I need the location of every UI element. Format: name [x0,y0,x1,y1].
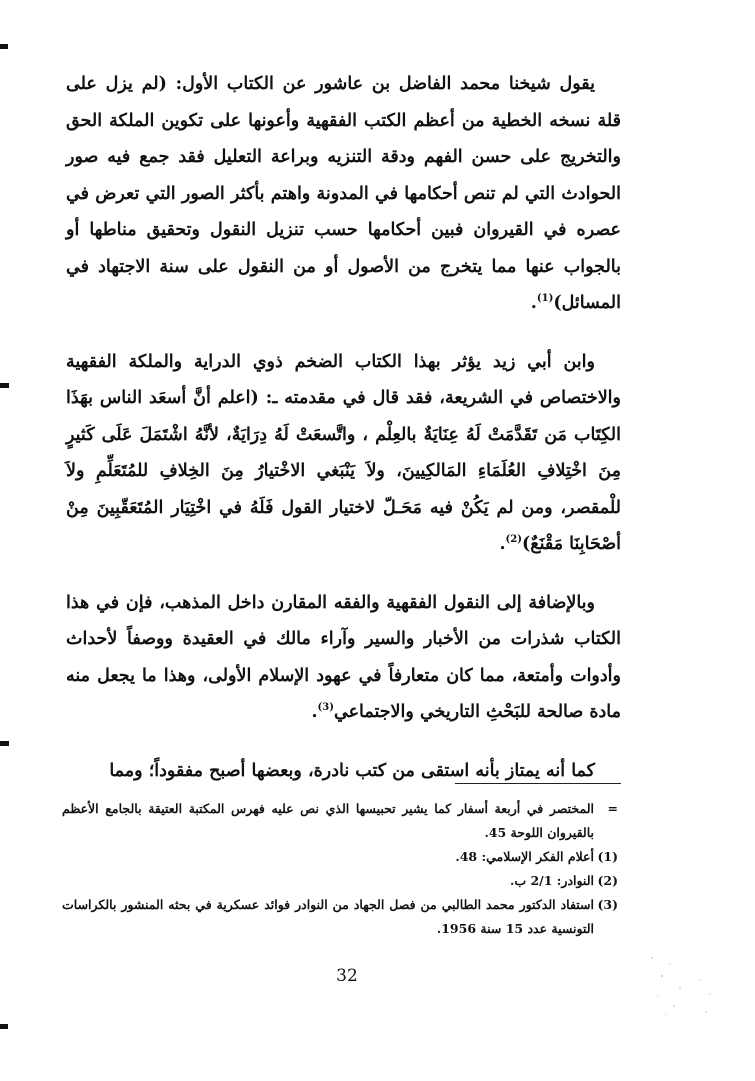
paragraph-1 [66,66,621,322]
footnote-marker: (3) [597,897,618,912]
paragraph-3-text: وبالإضافة إلى النقول الفقهية والفقه المقارن داخل المذهب، فإن في هذا الكتاب شذرات من الأخبار والسير وآراء مالك في العقيدة ووصفاً لأحداث وأدوات وأمتعة، مما كان متعارفاً في عهود الإسلام الأولى، وهذا ما يجعل منه مادة صالحة للبَحْثِ التاريخي والاجتماعي [66,592,621,722]
footnote-marker: (2) [597,873,618,888]
paragraph-2-tail: . [499,534,506,554]
paragraph-2 [66,344,621,563]
footnote-3 [62,893,618,941]
footnote-1 [62,845,618,869]
left-margin-mark-1 [0,44,8,49]
footnote-text: المختصر في أربعة أسفار كما يشير تحبيسها الذي نص عليه فهرس المكتبة العتيقة بالجامع الأعظم بالقيروان اللوحة 45. [62,801,594,840]
left-margin-mark-4 [0,1024,8,1029]
footnote-marker: = [607,801,618,816]
paragraph-1-text: يقول شيخنا محمد الفاضل بن عاشور عن الكتاب الأول: (لم يزل على قلة نسخه الخطية من أعظم الكتب الفقهية وأعونها على تكوين الملكة الحق والتخريج على حسن الفهم ودقة التنزيه وبراعة التعليل فقد جمع فيه صور الحوادث التي لم تنص أحكامها في المدونة واهتم بأكثر الصور التي تعرض في عصره في القيروان فبين أحكامها حسب تنزيل النقول وتحقيق مناطها أو بالجواب عنها مما يتخرج من الأصول أو من النقول على سنة الاجتهاد في المسائل) [66,74,621,313]
footnote-marker: (1) [597,849,618,864]
footnote-text: أعلام الفكر الإسلامي: 48. [455,849,594,864]
paragraph-3 [66,585,621,731]
footnote-continuation [62,797,618,845]
left-margin-mark-3 [0,741,9,746]
footnote-ref-2: (2) [505,534,522,546]
paragraph-1-tail: . [530,293,537,313]
paragraph-4-text: كما أنه يمتاز بأنه استقى من كتب نادرة، وبعضها أصبح مفقوداً؛ ومما [109,760,595,781]
footnote-ref-1: (1) [536,293,554,305]
footnote-separator [455,783,621,784]
footnote-2 [62,869,618,893]
scan-speckles [640,950,730,1020]
main-text [66,66,621,798]
footnote-text: النوادر: 2/1 ب. [509,873,594,888]
footnote-text: استفاد الدكتور محمد الطالبي من فصل الجهاد من النوادر فوائد عسكرية في بحثه المنشور بالكراسات التونسية عدد 15 سنة 1956. [62,897,594,936]
paragraph-2-text: وابن أبي زيد يؤثر بهذا الكتاب الضخم ذوي الدراية والملكة الفقهية والاختصاص في الشريعة، فقد قال في مقدمته ـ: (اعلم أنَّ أسعَد الناس بهَذَا الكِتَاب مَن تَقَدَّمَتْ لَهُ عِنَايَةٌ بالعِلْم ، واتَّسعَتْ لَهُ دِرَايَةٌ، لأنَّهُ اشْتَمَلَ عَلَى كَثيرٍ مِنَ اخْتِلافِ العُلَمَاءِ المَالكِيينَ، ولاَ يَنْبَغي الاخْتيارُ مِنَ الخِلافِ للمُتَعَلِّمِ ولاَ للْمقصر، ومن لم يَكُنْ فيه مَحَـلّ لاختيار القول فَلَهُ في اخْتِيَار المُتَعَقّبِينَ مِنْ أصْحَابِنَا مَقْنَعٌ) [66,351,621,554]
page-number: 32 [336,966,358,986]
left-margin-mark-2 [0,383,9,388]
footnote-ref-3: (3) [317,702,334,714]
footnotes [62,797,618,941]
paragraph-3-tail: . [311,702,318,722]
